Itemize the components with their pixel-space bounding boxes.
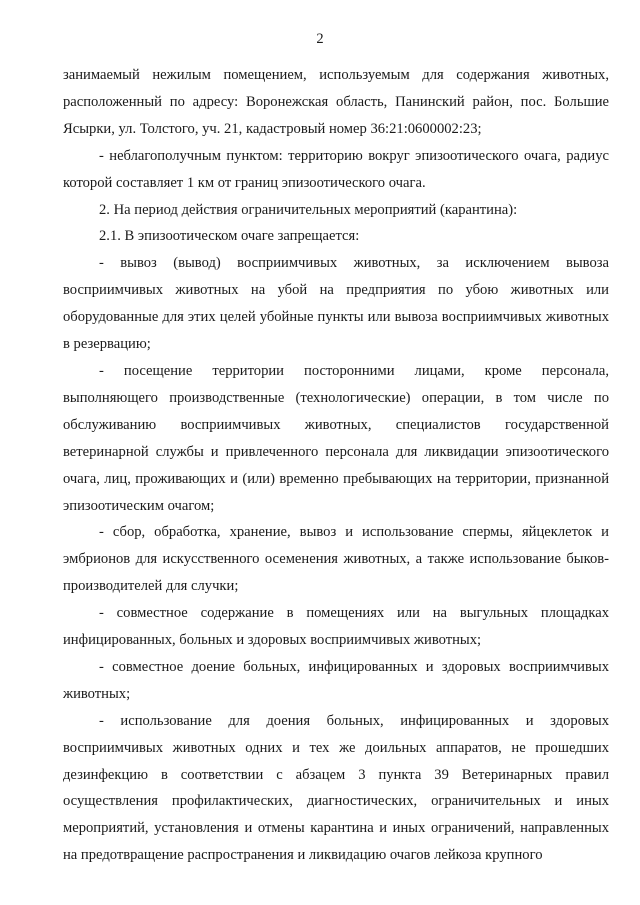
- paragraph-milking-devices-ban: - использование для доения больных, инфицированных и здоровых восприимчивых животных одних и тех же доильных аппаратов, не прошедших дезинфекцию в соответствии с абзацем 3 пункта 39 Ветеринарных правил осуществления профилактических, диагностических, ограничительных и иных мероприятий, установления и отмены карантина и иных ограничений, направленных на предотвращение распространения и ликвидацию очагов лейкоза крупного: [63, 712, 609, 864]
- paragraph-sperm-ban: - сбор, обработка, хранение, вывоз и использование спермы, яйцеклеток и эмбрионов для искусственного осеменения животных, а также использование быков-производителей для случки;: [63, 524, 609, 595]
- paragraph-export-ban: - вывоз (вывод) восприимчивых животных, за исключением вывоза восприимчивых животных на убой на предприятия по убою животных или оборудованные для этих целей убойные пункты или вывоза восприимчивых животных в резервацию;: [63, 255, 609, 353]
- paragraph-continuation: занимаемый нежилым помещением, используемым для содержания животных, расположенный по адресу: Воронежская область, Панинский район, пос. Большие Ясырки, ул. Толстого, уч. 21, кадастровый номер 36:21:0600002:23;: [63, 67, 609, 137]
- paragraph-unfavorable-point: - неблагополучным пунктом: территорию вокруг эпизоотического очага, радиус которой составляет 1 км от границ эпизоотического очага.: [63, 147, 609, 191]
- page-number: 2: [316, 31, 324, 47]
- paragraph-joint-keeping-ban: - совместное содержание в помещениях или на выгульных площадках инфицированных, больных и здоровых восприимчивых животных;: [63, 605, 609, 649]
- paragraph-section-2: 2. На период действия ограничительных мероприятий (карантина):: [99, 201, 518, 218]
- paragraph-section-2-1: 2.1. В эпизоотическом очаге запрещается:: [99, 228, 360, 245]
- paragraph-joint-milking-ban: - совместное доение больных, инфицированных и здоровых восприимчивых животных;: [63, 658, 609, 702]
- document-body: [63, 62, 609, 869]
- paragraph-visit-ban: - посещение территории посторонними лицами, кроме персонала, выполняющего производственные (технологические) операции, в том числе по обслуживанию восприимчивых животных, специалистов государственной ветеринарной службы и привлеченного персонала для ликвидации эпизоотического очага, лиц, проживающих и (или) временно пребывающих на территории, признанной эпизоотическим очагом;: [63, 362, 609, 514]
